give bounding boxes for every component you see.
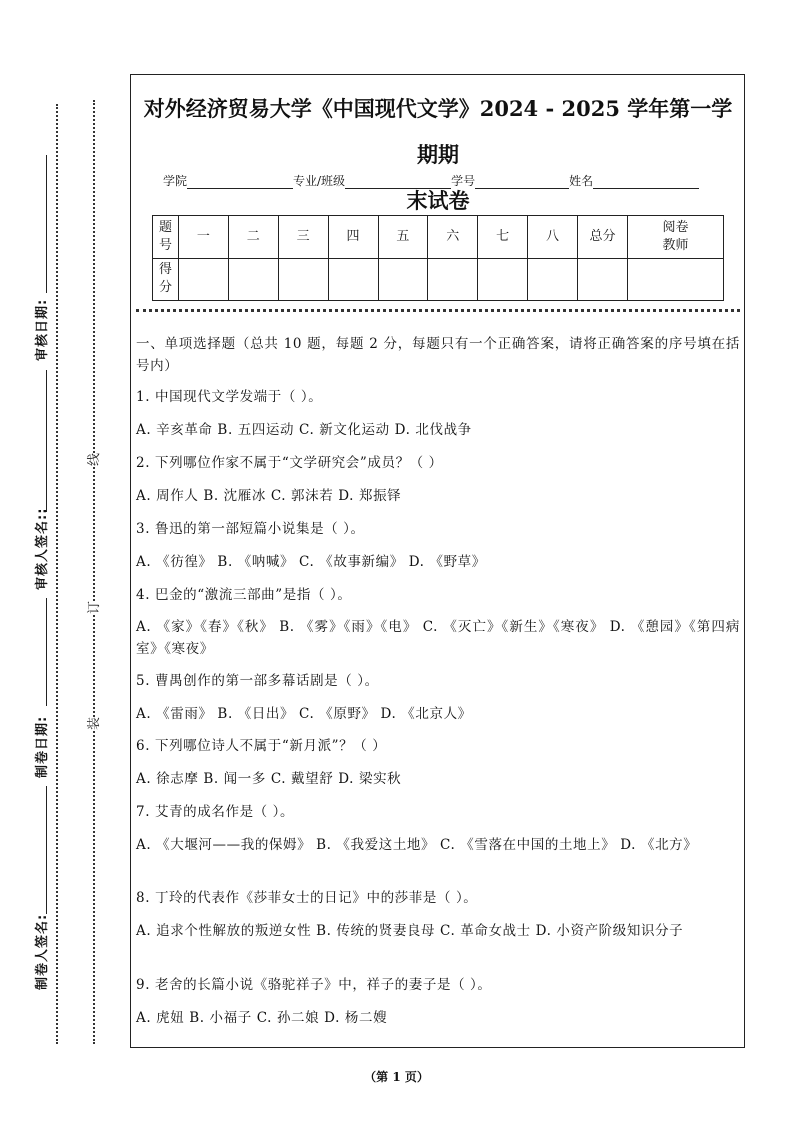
score-table-score-row	[153, 258, 724, 301]
question-7: 7. 艾青的成名作是（ ）。	[136, 804, 295, 820]
score-table-header-row	[153, 216, 724, 259]
question-number-header: 题 号	[153, 216, 179, 259]
question-9: 9. 老舍的长篇小说《骆驼祥子》中，祥子的妻子是（ ）。	[136, 977, 492, 993]
column-header: 一	[179, 216, 229, 259]
question-9-options: A. 虎妞 B. 小福子 C. 孙二娘 D. 杨二嫂	[136, 1010, 388, 1026]
student-id-field[interactable]	[475, 174, 569, 189]
question-4-options: A. 《家》《春》《秋》 B. 《雾》《雨》《电》 C. 《灭亡》《新生》《寒夜》 D. 《憩园》《第四病室》《寒夜》	[136, 619, 740, 657]
binding-char-bind: 装	[81, 717, 104, 730]
review-date-label: 审核日期:	[35, 298, 50, 361]
score-cell[interactable]	[528, 258, 578, 301]
column-header: 四	[328, 216, 378, 259]
binding-char-line: 线	[81, 453, 104, 466]
paper-maker-signature-line	[46, 786, 47, 914]
score-cell[interactable]	[428, 258, 478, 301]
paper-date-label: 制卷日期:	[35, 715, 50, 778]
question-2: 2. 下列哪位作家不属于“文学研究会”成员？（ ）	[136, 455, 443, 471]
total-score-cell[interactable]	[578, 258, 628, 301]
question-5: 5. 曹禺创作的第一部多幕话剧是（ ）。	[136, 673, 379, 689]
score-cell[interactable]	[228, 258, 278, 301]
student-info-row	[163, 172, 699, 189]
exam-title-line1: 对外经济贸易大学《中国现代文学》2024 - 2025 学年第一学期期	[143, 96, 733, 167]
score-cell[interactable]	[278, 258, 328, 301]
score-row-header: 得 分	[153, 258, 179, 301]
question-1: 1. 中国现代文学发端于（ ）。	[136, 389, 323, 405]
paper-maker-signature-label: 制卷人签名:	[35, 913, 50, 990]
college-field[interactable]	[187, 174, 293, 189]
binding-dotted-line-outer	[56, 104, 58, 1044]
column-header: 二	[228, 216, 278, 259]
column-header: 八	[528, 216, 578, 259]
paper-date-line	[46, 598, 47, 706]
student-id-label: 学号	[451, 174, 476, 188]
score-cell[interactable]	[179, 258, 229, 301]
question-3-options: A. 《彷徨》 B. 《呐喊》 C. 《故事新编》 D. 《野草》	[136, 554, 486, 570]
page-number: （第 1 页）	[364, 1070, 429, 1084]
score-cell[interactable]	[378, 258, 428, 301]
review-date-line	[46, 155, 47, 293]
name-field[interactable]	[593, 174, 699, 189]
total-score-header: 总分	[578, 216, 628, 259]
college-label: 学院	[163, 174, 188, 188]
score-cell[interactable]	[328, 258, 378, 301]
reviewer-cell[interactable]	[628, 258, 724, 301]
binding-char-staple: 订	[81, 601, 104, 614]
section-heading: 一、单项选择题（总共 10 题，每题 2 分，每题只有一个正确答案，请将正确答案的序号填在括号内）	[136, 336, 740, 374]
column-header: 六	[428, 216, 478, 259]
exam-title	[134, 86, 742, 224]
question-4: 4. 巴金的“激流三部曲”是指（ ）。	[136, 587, 352, 603]
column-header: 五	[378, 216, 428, 259]
question-6: 6. 下列哪位诗人不属于“新月派”？（ ）	[136, 738, 387, 754]
exam-title-line2: 末试卷	[406, 188, 470, 213]
major-class-label: 专业/班级	[293, 174, 346, 188]
question-8-options: A. 追求个性解放的叛逆女性 B. 传统的贤妻良母 C. 革命女战士 D. 小资产阶级知识分子	[136, 923, 684, 939]
reviewer-header: 阅卷 教师	[628, 216, 724, 259]
question-2-options: A. 周作人 B. 沈雁冰 C. 郭沫若 D. 郑振铎	[136, 488, 402, 504]
dotted-separator	[136, 309, 740, 312]
score-cell[interactable]	[478, 258, 528, 301]
question-5-options: A. 《雷雨》 B. 《日出》 C. 《原野》 D. 《北京人》	[136, 706, 472, 722]
column-header: 三	[278, 216, 328, 259]
reviewer-signature-line	[46, 370, 47, 512]
column-header: 七	[478, 216, 528, 259]
binding-dotted-line-inner	[93, 100, 95, 1044]
question-6-options: A. 徐志摩 B. 闻一多 C. 戴望舒 D. 梁实秋	[136, 771, 402, 787]
question-1-options: A. 辛亥革命 B. 五四运动 C. 新文化运动 D. 北伐战争	[136, 422, 472, 438]
question-8: 8. 丁玲的代表作《莎菲女士的日记》中的莎菲是（ ）。	[136, 890, 478, 906]
reviewer-signature-label: 审核人签名::	[35, 507, 50, 590]
question-3: 3. 鲁迅的第一部短篇小说集是（ ）。	[136, 521, 365, 537]
major-class-field[interactable]	[345, 174, 451, 189]
name-label: 姓名	[569, 174, 594, 188]
question-7-options: A. 《大堰河——我的保姆》 B. 《我爱这土地》 C. 《雪落在中国的土地上》 D. 《北方》	[136, 837, 698, 853]
score-table	[152, 215, 724, 301]
